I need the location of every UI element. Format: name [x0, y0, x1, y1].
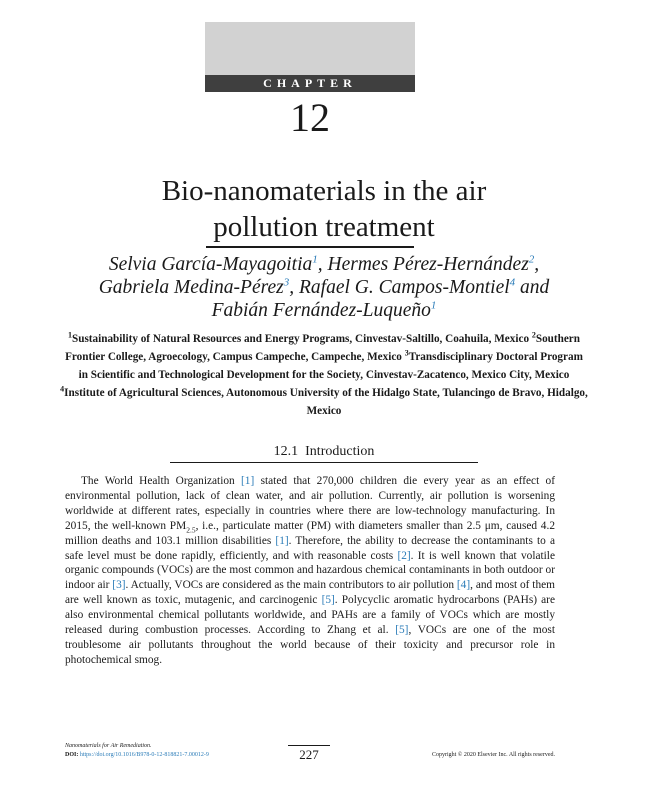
author-name: Fabián Fernández-Luqueño — [211, 300, 431, 321]
section-title: Introduction — [305, 444, 375, 459]
page-number-rule — [288, 745, 330, 746]
author-affiliation-marker[interactable]: 3 — [283, 276, 290, 289]
intro-paragraph — [65, 474, 555, 668]
chapter-title — [80, 173, 568, 245]
affiliation-text: Institute of Agricultural Sciences, Autonomous University of the Hidalgo State, Tulancingo de Bravo, Hidalgo, Mexico — [64, 387, 588, 417]
chapter-number: 12 — [290, 95, 330, 140]
chapter-title-line-2: pollution treatment — [213, 211, 435, 243]
paragraph-text: . Polycyclic aromatic hydrocarbons (PAHs) are also environmental chemical pollutants worldwide, and PAHs are a family of VOCs which are mostly released during combustion processes. According to Zhang et al. — [65, 594, 555, 637]
author-name: Hermes Pérez-Hernández — [327, 254, 529, 275]
author-name: Rafael G. Campos-Montiel — [298, 277, 510, 298]
title-underline — [206, 246, 414, 248]
copyright-notice: Copyright © 2020 Elsevier Inc. All rights reserved. — [431, 752, 555, 758]
citation-ref[interactable]: [4] — [456, 579, 471, 592]
footer-citation: Nanomaterials for Air Remediation. DOI: https://doi.org/10.1016/B978-0-12-818821-7.00012-9 — [65, 743, 209, 758]
doi-link[interactable]: https://doi.org/10.1016/B978-0-12-818821-7.00012-9 — [79, 752, 209, 758]
citation-ref[interactable]: [3] — [112, 579, 126, 592]
paragraph-text: . It is well known that volatile organic compounds (VOCs) are the most common and hazardous chemical contaminants in both outdoor or indoor air — [65, 549, 555, 592]
section-number: 12.1 — [273, 444, 299, 459]
author-affiliation-marker[interactable]: 1 — [312, 253, 318, 266]
citation-ref[interactable]: [1] — [241, 475, 255, 487]
citation-ref[interactable]: [5] — [321, 594, 335, 607]
paragraph-text: . Therefore, the ability to decrease the contaminants to a safe level must be done rapidly, efficiently, and with reasonable costs — [65, 534, 555, 562]
page-number: 227 — [299, 747, 319, 762]
paragraph-text: , i.e., particulate matter (PM) with diameters smaller than 2.5 μm, caused 4.2 million deaths and 103.1 million disabilities — [65, 519, 555, 547]
affiliation-text: Sustainability of Natural Resources and Energy Programs, Cinvestav-Saltillo, Coahuila, Mexico — [72, 333, 530, 345]
paragraph-text: , and most of them are well known as toxic, mutagenic, and carcinogenic — [65, 579, 555, 607]
author-affiliation-marker[interactable]: 2 — [528, 253, 535, 266]
citation-ref[interactable]: [2] — [397, 549, 411, 562]
book-title: Nanomaterials for Air Remediation. — [65, 743, 152, 749]
author-name: Gabriela Medina-Pérez — [98, 277, 284, 298]
paragraph-text: . Actually, VOCs are considered as the main contributors to air pollution — [125, 579, 457, 592]
affiliations: $^1$Sustainability of Natural Resources and Energy Programs, Cinvestav-Saltillo, Coahuila, Mexico $^2$Southern Frontier College, Agroecology, Campus Campeche, Campeche, Mexico $^3$Transdisciplinary Doctoral Program in Scientific and Technological Development for the Society, Cinvestav-Zacatenco, Mexico City, Mexico $^4$Institute of Agricultural Sciences, Autonomous University of the Hidalgo State, Tulancingo de Bravo, Hidalgo, Mexico — [60, 330, 588, 417]
author-affiliation-marker[interactable]: 1 — [430, 299, 437, 312]
chapter-label: CHAPTER — [205, 75, 415, 92]
paragraph-text: , VOCs are one of the most troublesome air pollutants throughout the world because of their toxicity and precursor role in photochemical smog. — [65, 624, 555, 666]
affiliation-text: Transdisciplinary Doctoral Program in Scientific and Technological Development for the Society, Cinvestav-Zacatenco, Mexico City, Mexico — [78, 351, 583, 381]
citation-ref[interactable]: [1] — [275, 534, 289, 547]
section-heading — [170, 443, 478, 461]
subscript: 2.5 — [186, 524, 196, 534]
author-affiliation-marker[interactable]: 4 — [509, 276, 516, 289]
chapter-title-line-1: Bio-nanomaterials in the air — [161, 175, 487, 207]
citation-ref[interactable]: [5] — [395, 624, 409, 637]
section-underline — [170, 462, 478, 463]
author-list: Selvia García-Mayagoitia$^1$, Hermes Pérez-Hernández$^2$, Gabriela Medina-Pérez$^3$, Rafael G. Campos-Montiel$^4$ and Fabián Fernández-Luqueño$^1$ — [98, 253, 550, 321]
paragraph-text: stated that 270,000 children die every year as an effect of environmental pollution, lack of clean water, and air pollution. Currently, air pollution is worsening worldwide at different rates, especially in countries where there are low-technology manufacturing. In 2015, the well-known PM — [65, 475, 555, 532]
author-name: Selvia García-Mayagoitia — [108, 254, 313, 275]
paragraph-text: The World Health Organization — [81, 475, 242, 487]
affiliation-text: Southern Frontier College, Agroecology, Campus Campeche, Campeche, Mexico — [65, 333, 580, 363]
